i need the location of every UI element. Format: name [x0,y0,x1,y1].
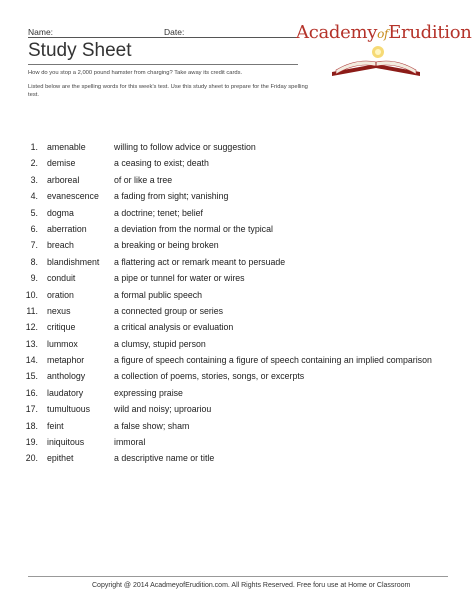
word-definition: expressing praise [114,387,183,398]
list-item [20,418,460,434]
list-item [20,270,460,286]
spelling-word: conduit [47,273,76,284]
item-number: 16. [25,387,38,398]
word-definition: a figure of speech containing a figure of speech containing an implied comparison [114,355,432,366]
spelling-word: demise [47,158,76,169]
word-definition: a clumsy, stupid person [114,338,206,349]
item-number: 19. [25,437,38,448]
spelling-word: tumultuous [47,404,91,415]
page-title: Study Sheet [28,40,132,61]
word-definition: a descriptive name or title [114,453,215,464]
spelling-word: feint [47,420,64,431]
word-definition: a breaking or being broken [114,240,219,251]
joke-text: How do you stop a 2,000 pound hamster from charging? Take away its credit cards. [28,70,243,76]
spelling-word: evanescence [47,191,99,202]
item-number: 7. [30,240,38,251]
spelling-word: arboreal [47,174,80,185]
spelling-word: metaphor [47,355,85,366]
list-item [20,221,460,237]
spelling-word: critique [47,322,76,333]
list-item [20,205,460,221]
item-number: 10. [25,289,38,300]
spelling-word: epithet [47,453,74,464]
logo-word-of: of [377,27,389,41]
list-item [20,336,460,352]
spelling-word: dogma [47,207,74,218]
footer-rule [28,576,448,577]
list-item [20,155,460,171]
list-item [20,434,460,450]
list-item [20,352,460,368]
item-number: 2. [30,158,38,169]
word-definition: a critical analysis or evaluation [114,322,234,333]
list-item [20,188,460,204]
item-number: 5. [30,207,38,218]
word-definition: a connected group or series [114,305,224,316]
word-definition: a collection of poems, stories, songs, or excerpts [114,371,305,382]
item-number: 11. [26,305,38,316]
copyright-footer: Copyright @ 2014 AcadmeyofErudition.com. All Rights Reserved. Free foru use at Home or Classroom [92,582,411,589]
open-book-icon [296,22,454,80]
list-item [20,385,460,401]
list-item [20,254,460,270]
item-number: 1. [30,142,38,152]
word-definition: a fading from sight; vanishing [114,191,229,202]
list-item [20,319,460,335]
word-definition: a ceasing to exist; death [114,158,209,169]
word-definition: willing to follow advice or suggestion [114,142,256,152]
word-definition: a doctrine; tenet; belief [114,207,204,218]
academy-logo [296,22,472,80]
logo-word-academy: Academy [296,22,378,43]
list-item [20,303,460,319]
word-definition: of or like a tree [114,174,173,185]
word-definition: a deviation from the normal or the typical [114,223,273,234]
item-number: 15. [25,371,38,382]
instructions-text: Listed below are the spelling words for this week’s test. Use this study sheet to prepare for the Friday spelling test. [28,84,308,98]
word-definition: a formal public speech [114,289,203,300]
vocabulary-list [20,139,460,467]
spelling-word: amenable [47,142,86,152]
word-definition: a flattering act or remark meant to persuade [114,256,286,267]
list-item [20,237,460,253]
item-number: 6. [30,223,38,234]
spelling-word: blandishment [47,256,100,267]
item-number: 18. [25,420,38,431]
spelling-word: iniquitous [47,437,85,448]
spelling-word: nexus [47,305,71,316]
list-item [20,287,460,303]
item-number: 9. [30,273,38,284]
word-definition: immoral [114,437,146,448]
word-definition: wild and noisy; uproariou [114,404,212,415]
spelling-word: oration [47,289,74,300]
spelling-word: anthology [47,371,86,382]
item-number: 4. [30,191,38,202]
word-definition: a false show; sham [114,420,190,431]
spelling-word: breach [47,240,74,251]
logo-word-erudition: Erudition [388,22,472,43]
spelling-word: laudatory [47,387,84,398]
item-number: 20. [25,453,38,464]
list-item [20,368,460,384]
list-item [20,139,460,155]
title-rule [28,64,298,65]
item-number: 3. [30,174,38,185]
name-label: Name: [28,27,54,37]
name-date-rule [28,37,298,38]
spelling-word: aberration [47,223,87,234]
item-number: 17. [25,404,38,415]
list-item [20,450,460,466]
word-definition: a pipe or tunnel for water or wires [114,273,245,284]
spelling-word: lummox [47,338,78,349]
list-item [20,172,460,188]
list-item [20,401,460,417]
item-number: 14. [25,355,38,366]
date-label: Date: [164,27,185,37]
item-number: 13. [25,338,38,349]
item-number: 12. [25,322,38,333]
item-number: 8. [30,256,38,267]
